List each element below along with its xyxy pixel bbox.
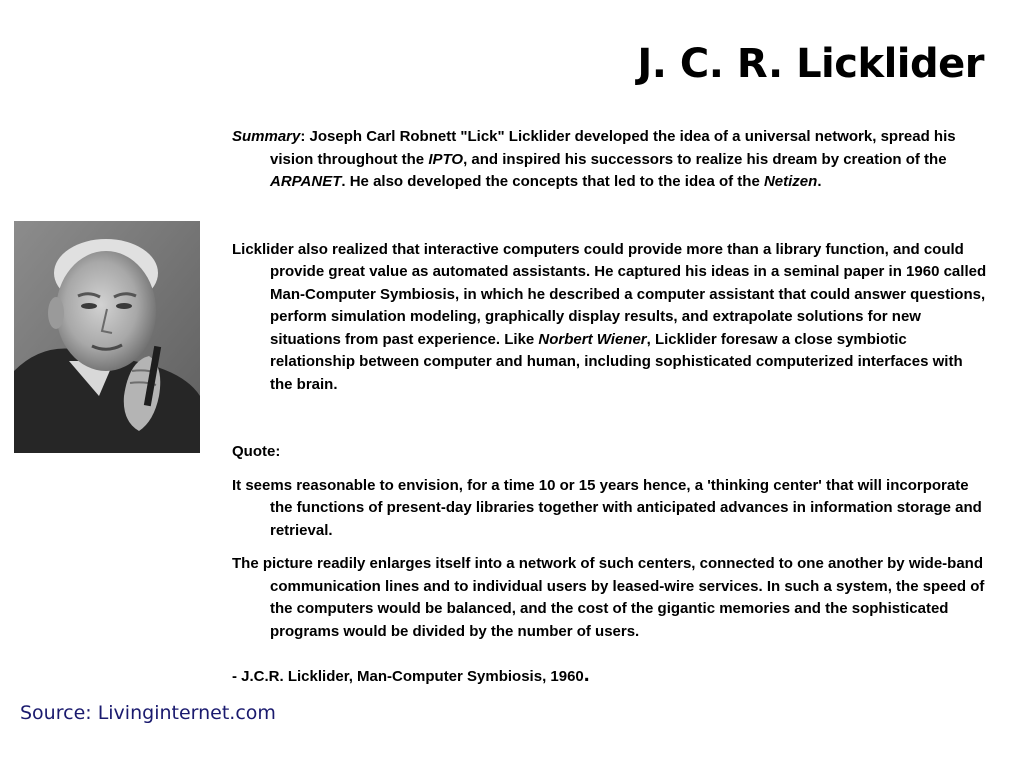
body-paragraph: Licklider also realized that interactive computers could provide more than a library function, and could provide great value as automated assistants. He captured his ideas in a seminal paper in 1960 called Man-Computer Symbiosis, in which he described a computer assistant that could answer questions, perform simulation modeling, graphically display results, and extrapolate solutions for new situations from past experience. Like Norbert Wiener, Licklider foresaw a close symbiotic relationship between computer and human, including sophisticated computerized interfaces with the brain. [232, 240, 987, 393]
quote-paragraph-1: It seems reasonable to envision, for a time 10 or 15 years hence, a 'thinking center' that will incorporate the functions of present-day libraries together with anticipated advances in information storage and retrieval. [232, 476, 982, 539]
summary-label: Summary [232, 128, 301, 145]
summary-paragraph: Summary: Joseph Carl Robnett "Lick" Licklider developed the idea of a universal network, spread his vision throughout the IPTO, and inspired his successors to realize his dream by creation of the ARPANET. He also developed the concepts that led to the idea of the Netizen. [232, 128, 956, 190]
netizen-term: Netizen [763, 173, 818, 190]
quote-attribution: - J.C.R. Licklider, Man-Computer Symbiosis, 1960. [232, 663, 590, 686]
source-credit: Source: Livinginternet.com [20, 702, 276, 724]
quote-paragraph-2: The picture readily enlarges itself into a network of such centers, connected to one another by wide-band communication lines and to individual users by leased-wire services. In such a system, the speed of the computers would be balanced, and the cost of the gigantic memories and the sophisticated programs would be divided by the number of users. [232, 555, 985, 640]
ipto-term: IPTO [428, 150, 464, 168]
norbert-wiener-term: Norbert Wiener [538, 330, 647, 348]
arpanet-term: ARPANET [270, 173, 342, 190]
portrait-photo [14, 221, 200, 453]
main-content [232, 126, 987, 689]
quote-label: Quote: [232, 443, 281, 460]
page-title: J. C. R. Licklider [637, 41, 984, 87]
